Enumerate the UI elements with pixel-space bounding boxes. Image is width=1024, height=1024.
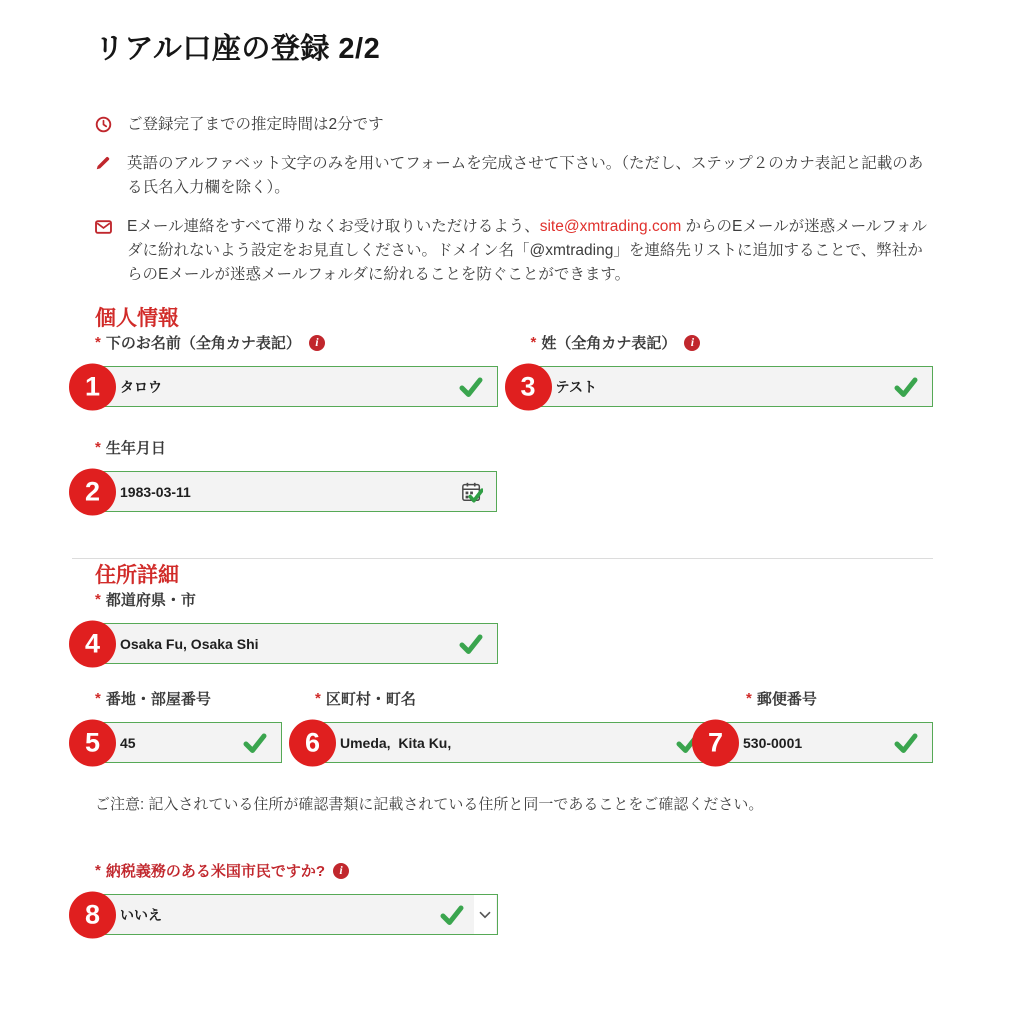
label-text: 郵便番号 <box>756 691 817 708</box>
section-heading-personal: 個人情報 <box>95 307 179 330</box>
postal-label <box>718 688 933 709</box>
notice-estimated-time <box>95 113 933 137</box>
calendar-icon[interactable] <box>461 481 483 503</box>
step-badge-6: 6 <box>289 719 336 766</box>
chevron-down-icon <box>474 895 496 934</box>
last-name-field <box>520 366 934 407</box>
required-asterisk: * <box>95 439 101 456</box>
label-text: 番地・部屋番号 <box>105 691 211 708</box>
required-asterisk: * <box>315 690 321 707</box>
required-asterisk: * <box>530 334 537 351</box>
input-value: 1983-03-11 <box>120 483 191 500</box>
info-icon[interactable] <box>309 335 325 351</box>
district-label <box>315 688 715 709</box>
notice-text <box>127 218 927 283</box>
district-column <box>304 688 715 763</box>
dob-label <box>95 437 497 458</box>
first-name-input[interactable] <box>95 366 498 407</box>
step-badge-7: 7 <box>692 719 739 766</box>
required-asterisk: * <box>95 862 101 879</box>
check-icon <box>439 904 465 926</box>
check-icon <box>458 376 484 398</box>
label-text: 姓（全角カナ表記） <box>541 335 677 352</box>
label-text: 下のお名前（全角カナ表記） <box>105 335 301 352</box>
label-text: 納税義務のある米国市民ですか? <box>105 863 326 880</box>
dob-column <box>84 437 497 512</box>
input-value: タロウ <box>120 378 162 395</box>
first-name-field <box>84 366 498 407</box>
input-value: テスト <box>555 378 597 395</box>
name-row <box>84 332 933 407</box>
selected-option: いいえ <box>120 906 162 923</box>
envelope-icon <box>95 218 112 242</box>
input-value: Osaka Fu, Osaka Shi <box>120 635 259 652</box>
last-name-input[interactable] <box>531 366 934 407</box>
tax-question-block <box>84 860 933 935</box>
last-name-column <box>520 332 934 407</box>
step-badge-1: 1 <box>69 363 116 410</box>
check-icon <box>893 376 919 398</box>
input-value: Umeda, Kita Ku, <box>340 734 452 751</box>
step-badge-8: 8 <box>69 891 116 938</box>
notice-text: ご登録完了までの推定時間は2分です <box>127 116 384 133</box>
input-value: 530-0001 <box>743 734 803 751</box>
email-link[interactable]: site@xmtrading.com <box>539 218 682 235</box>
required-asterisk: * <box>95 334 101 351</box>
label-text: 生年月日 <box>105 440 166 457</box>
step-badge-2: 2 <box>69 468 116 515</box>
street-column <box>84 688 282 763</box>
check-icon <box>893 732 919 754</box>
first-name-label <box>95 332 498 353</box>
notice-text-part: からのEメールが迷惑メールフォルダに紛れないよう設定をお見直しください。ドメイン名「@xmtrading」を連絡先リストに追加することで、弊社からのEメールが迷惑メールフォルダに紛れることを防ぐことができます。 <box>127 218 927 283</box>
input-value: 45 <box>120 734 136 751</box>
notice-text: 英語のアルファベット文字のみを用いてフォームを完成させて下さい。（ただし、ステップ２のカナ表記と記載のある氏名入力欄を除く）。 <box>127 155 924 196</box>
street-field <box>84 722 282 763</box>
label-text: 都道府県・市 <box>105 592 196 609</box>
prefecture-column <box>84 589 498 664</box>
step-badge-4: 4 <box>69 620 116 667</box>
check-icon <box>242 732 268 754</box>
section-heading-address: 住所詳細 <box>95 564 179 587</box>
tax-question-label <box>95 860 933 881</box>
us-citizen-select[interactable] <box>95 894 498 935</box>
notice-text-part: Eメール連絡をすべて滞りなくお受け取りいただけるよう、 <box>127 218 540 235</box>
last-name-label <box>531 332 934 353</box>
district-field <box>304 722 715 763</box>
street-input[interactable] <box>95 722 282 763</box>
notice-email <box>95 215 933 287</box>
step-badge-5: 5 <box>69 719 116 766</box>
prefecture-label <box>95 589 498 610</box>
address-row <box>84 688 933 763</box>
prefecture-input[interactable] <box>95 623 498 664</box>
check-icon <box>458 633 484 655</box>
notice-latin-letters <box>95 152 933 200</box>
label-text: 区町村・町名 <box>325 691 416 708</box>
district-input[interactable] <box>315 722 715 763</box>
street-label <box>95 688 282 709</box>
address-note: ご注意: 記入されている住所が確認書類に記載されている住所と同一であることをご確認ください。 <box>95 796 764 813</box>
required-asterisk: * <box>95 690 101 707</box>
pencil-icon <box>95 155 111 179</box>
dob-field <box>84 471 497 512</box>
us-citizen-field <box>84 894 498 935</box>
postal-field <box>707 722 933 763</box>
dob-input[interactable] <box>95 471 497 512</box>
postal-column <box>707 688 933 763</box>
first-name-column <box>84 332 498 407</box>
required-asterisk: * <box>746 690 752 707</box>
clock-icon <box>95 116 112 141</box>
step-badge-3: 3 <box>505 363 552 410</box>
info-icon[interactable] <box>333 863 349 879</box>
postal-input[interactable] <box>718 722 933 763</box>
required-asterisk: * <box>95 591 101 608</box>
page-title: リアル口座の登録 2/2 <box>95 33 381 65</box>
prefecture-field <box>84 623 498 664</box>
info-icon[interactable] <box>684 335 700 351</box>
